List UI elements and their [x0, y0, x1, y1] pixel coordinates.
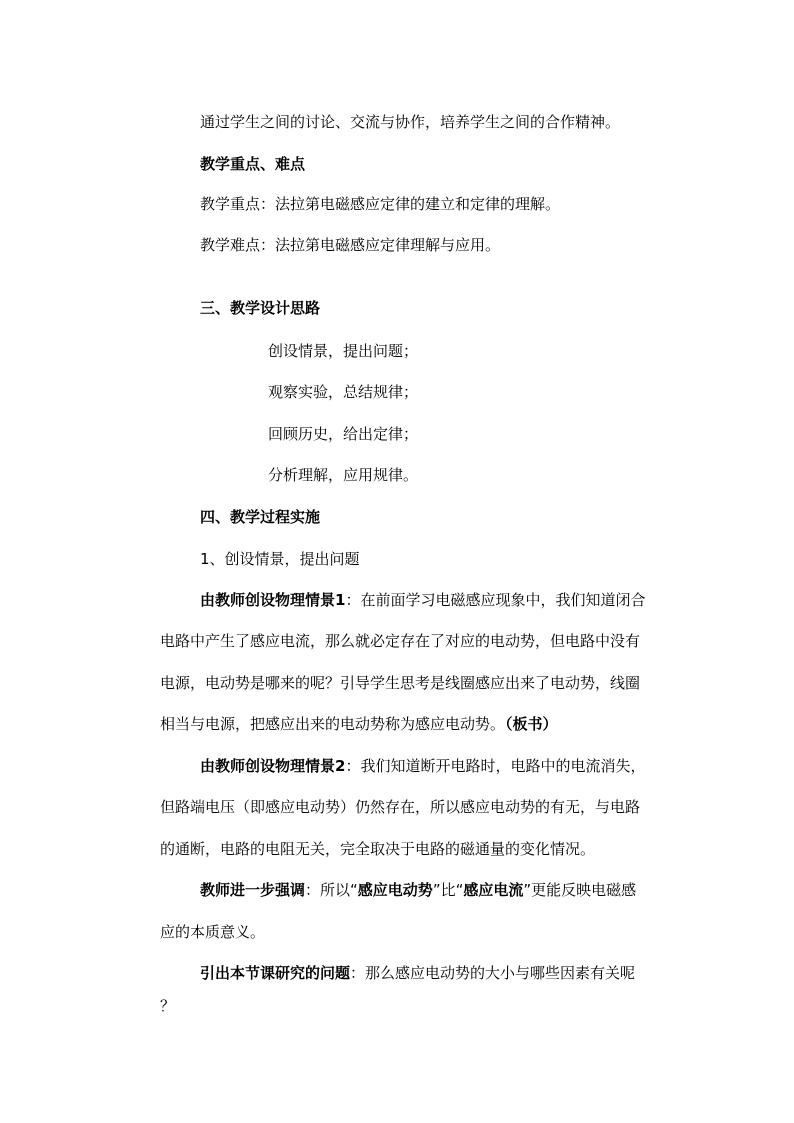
key-point-line: 教学重点：法拉第电磁感应定律的建立和定律的理解。 [200, 195, 561, 213]
paragraph1-line [200, 590, 645, 610]
paragraph2-label: 由教师创设物理情景2 [200, 757, 346, 775]
paragraph2-line: 的通断，电路的电阻无关，完全取决于电路的磁通量的变化情况。 [160, 840, 596, 858]
paragraph2-line [200, 756, 645, 776]
paragraph4-text: ：那么感应电动势的大小与哪些因素有关呢 [350, 964, 636, 982]
paragraph1-line: 电源，电动势是哪来的呢？引导学生思考是线圈感应出来了电动势，线圈 [160, 674, 641, 692]
paragraph4-line: ？ [160, 997, 176, 1015]
design-item: 回顾历史，给出定律； [268, 425, 419, 443]
board-note: （板书） [505, 715, 558, 733]
paragraph3-label: 教师进一步强调 [200, 881, 306, 899]
heading-key-difficult: 教学重点、难点 [200, 155, 306, 173]
paragraph1-text: 相当与电源，把感应出来的电动势称为感应电动势。 [160, 715, 506, 733]
paragraph3-text: ：所以“ [305, 881, 358, 899]
paragraph2-line: 但路端电压（即感应电动势）仍然存在，所以感应电动势的有无，与电路 [160, 798, 641, 816]
design-item: 分析理解，应用规律。 [268, 466, 419, 484]
paragraph2-text: ：我们知道断开电路时，电路中的电流消失， [345, 757, 646, 775]
subsection1-title: 1、创设情景，提出问题 [200, 550, 360, 568]
paragraph3-text: ”比“ [432, 881, 464, 899]
difficulty-line: 教学难点：法拉第电磁感应定律理解与应用。 [200, 236, 501, 254]
goal-line: 通过学生之间的讨论、交流与协作，培养学生之间的合作精神。 [200, 113, 621, 131]
design-item: 创设情景，提出问题； [268, 342, 419, 360]
paragraph3-line: 应的本质意义。 [160, 923, 266, 941]
paragraph3-text: ”更能反映电磁感 [523, 881, 637, 899]
paragraph4-label: 引出本节课研究的问题 [200, 964, 351, 982]
paragraph1-text: ：在前面学习电磁感应现象中，我们知道闭合 [345, 591, 646, 609]
paragraph4-line [200, 963, 635, 983]
paragraph3-line [200, 880, 636, 900]
paragraph1-label: 由教师创设物理情景1 [200, 591, 346, 609]
design-item: 观察实验，总结规律； [268, 383, 419, 401]
section4-title: 四、教学过程实施 [200, 508, 321, 526]
section3-title: 三、教学设计思路 [200, 299, 321, 317]
term-current: 感应电流 [463, 881, 524, 899]
term-emf: 感应电动势 [357, 881, 433, 899]
paragraph1-line [160, 714, 558, 734]
paragraph1-line: 电路中产生了感应电流，那么就必定存在了对应的电动势，但电路中没有 [160, 632, 641, 650]
